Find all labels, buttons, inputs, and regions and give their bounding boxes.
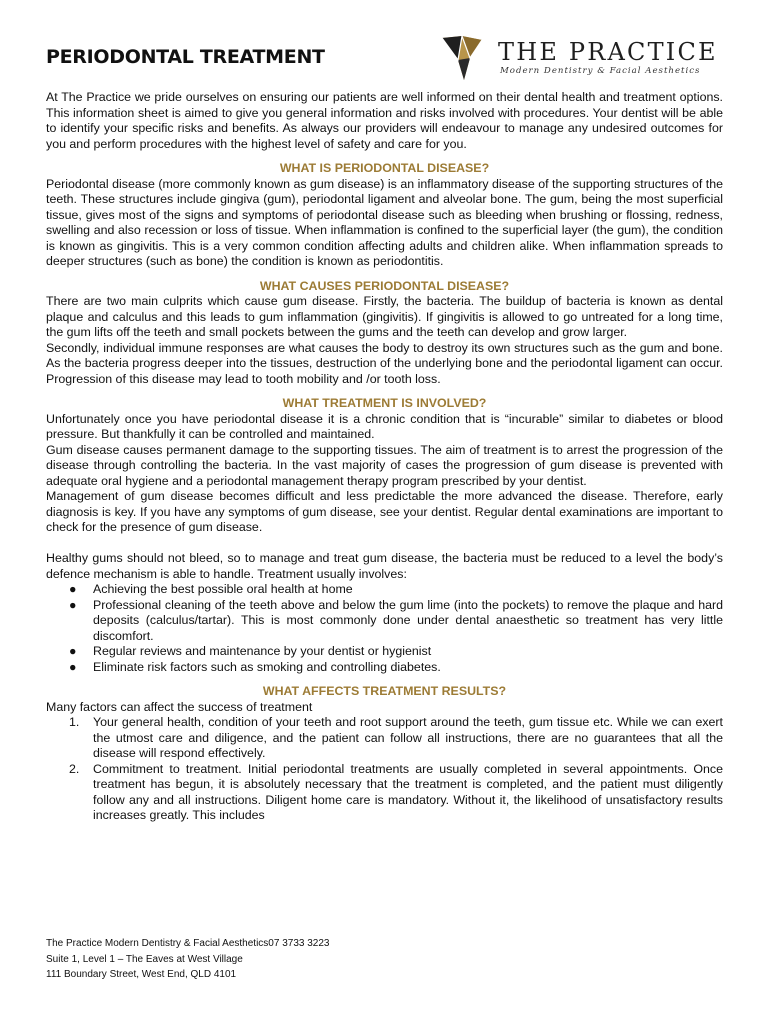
document-body <box>46 90 723 824</box>
list-item: ● Achieving the best possible oral health at home <box>69 582 353 596</box>
section-heading-results: WHAT AFFECTS TREATMENT RESULTS? <box>262 684 507 698</box>
paragraph: Unfortunately once you have periodontal disease it is a chronic condition that is “incurable” similar to diabetes or blood pressure. But thankfully it can be controlled and maintained. <box>46 411 723 441</box>
page-footer <box>46 936 329 983</box>
list-item: 1. Your general health, condition of your teeth and root support around the teeth, gum tissue etc. While we can exert the utmost care and diligence, and the patient can follow all instructions, there are no guarantees that all the disease will respond effectively. <box>69 715 723 760</box>
results-list <box>46 715 723 824</box>
list-item: ● Regular reviews and maintenance by your dentist or hygienist <box>69 644 432 658</box>
footer-address-line2: 111 Boundary Street, West End, QLD 4101 <box>46 969 237 980</box>
list-item: 2. Commitment to treatment. Initial periodontal treatments are usually completed in several appointments. Once treatment has begun, it is absolutely necessary that the treatment is completed, and the patient must diligently follow any and all instructions. Diligent home care is mandatory. Without it, the likelihood of unsatisfactory results increases greatly. This includes <box>69 761 723 822</box>
paragraph: Periodontal disease (more commonly known as gum disease) is an inflammatory disease of the supporting structures of the teeth. These structures include gingiva (gum), periodontal ligament and alveolar bone. The gum, being the most superficial tissue, gives most of the signs and symptoms of periodontal disease such as bleeding when brushing or flossing, redness, swelling and also recession or loss of tissue. When inflammation is confined to the superficial layer (the gum), the condition is known as gingivitis. This is a very common condition affecting adults and children alike. When inflammation spreads to deeper structures (such as bone) the condition is known as periodontitis. <box>46 176 723 268</box>
bullet-icon: ● <box>69 582 77 596</box>
practice-logo <box>440 34 740 84</box>
bullet-icon: ● <box>69 597 77 612</box>
intro-paragraph: At The Practice we pride ourselves on ensuring our patients are well informed on their dental health and treatment options. This information sheet is aimed to give you general information and risks involved with procedures. Your dentist will be able to identify your specific risks and benefits. As always our providers will endeavour to manage any undesired outcomes for you and perform procedures with the highest level of safety and care for you. <box>46 90 723 151</box>
paragraph: Management of gum disease becomes difficult and less predictable the more advanced the disease. Therefore, early diagnosis is key. If you have any symptoms of gum disease, see your dentist. Regular dental examinations are important to check for the presence of gum disease. <box>46 489 723 534</box>
page-title: PERIODONTAL TREATMENT <box>46 46 325 68</box>
footer-address-line1: Suite 1, Level 1 – The Eaves at West Village <box>46 953 243 965</box>
paragraph: Many factors can affect the success of treatment <box>46 699 313 714</box>
section-heading-treatment: WHAT TREATMENT IS INVOLVED? <box>282 396 487 410</box>
paragraph: Secondly, individual immune responses are what causes the body to destroy its own structures such as the gum and bone. As the bacteria progress deeper into the tissues, destruction of the underlying bone and the periodontal ligament can occur. Progression of this disease may lead to tooth mobility and /or tooth loss. <box>46 340 723 386</box>
paragraph: Healthy gums should not bleed, so to manage and treat gum disease, the bacteria must be reduced to a level the body’s defence mechanism is able to handle. Treatment usually involves: <box>46 551 723 581</box>
footer-contact: The Practice Modern Dentistry & Facial Aesthetics07 3733 3223 <box>46 938 330 949</box>
section-heading-causes: WHAT CAUSES PERIODONTAL DISEASE? <box>259 278 510 293</box>
logo-tagline: Modern Dentistry & Facial Aesthetics <box>500 66 701 76</box>
section-heading-what-is: WHAT IS PERIODONTAL DISEASE? <box>279 161 490 175</box>
bullet-icon: ● <box>69 644 77 658</box>
paragraph: There are two main culprits which cause gum disease. Firstly, the bacteria. The buildup of bacteria is known as dental plaque and calculus and this leads to gum inflammation (gingivitis). If gingivitis is allowed to go untreated for a long time, the gum lifts off the teeth and small pockets between the gums and the teeth can develop and grow larger. <box>46 294 723 339</box>
paragraph: Gum disease causes permanent damage to the supporting tissues. The aim of treatment is to arrest the progression of the disease through controlling the bacteria. In the vast majority of cases the progression of gum disease is prevented with adequate oral hygiene and a periodontal management therapy program prescribed by your dentist. <box>46 442 723 488</box>
bullet-icon: ● <box>69 659 77 674</box>
tooth-logo-icon <box>440 34 484 82</box>
list-item: ● Professional cleaning of the teeth above and below the gum lime (into the pockets) to remove the plaque and hard deposits (calculus/tartar). This is most commonly done under dental anaesthetic so treatment has very little discomfort. <box>69 597 723 643</box>
logo-name: THE PRACTICE <box>498 38 718 66</box>
treatment-list <box>46 582 723 675</box>
list-item: ● Eliminate risk factors such as smoking and controlling diabetes. <box>69 659 441 674</box>
